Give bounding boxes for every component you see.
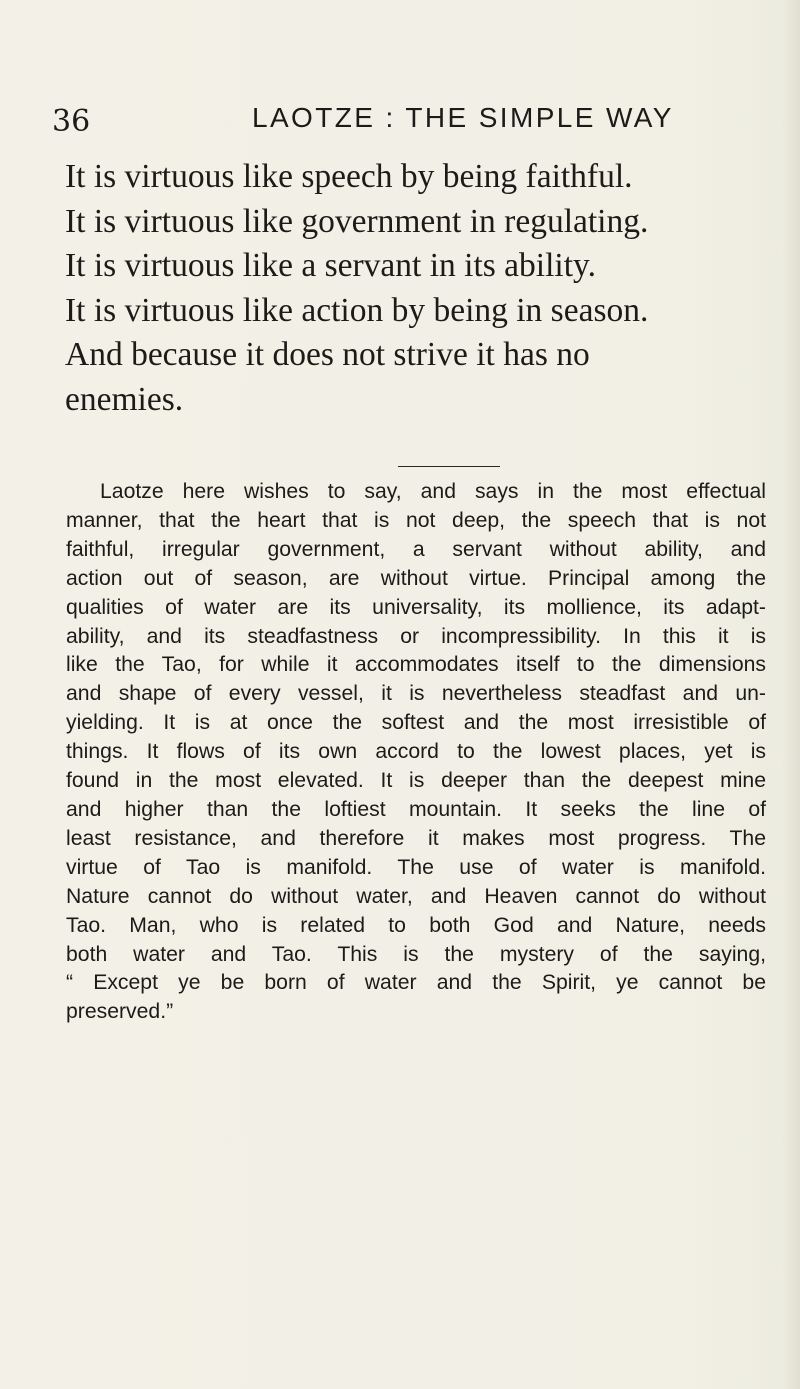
commentary-line: manner, that the heart that is not deep, the speech that is not <box>66 508 766 532</box>
commentary-line: Tao. Man, who is related to both God and Nature, needs <box>66 913 766 937</box>
commentary-line: virtue of Tao is manifold. The use of water is manifold. <box>66 855 766 879</box>
commentary-line: “ Except ye be born of water and the Spirit, ye cannot be <box>66 971 766 995</box>
commentary-line: yielding. It is at once the softest and the most irresistible of <box>66 711 766 735</box>
commentary-line: like the Tao, for while it accommodates itself to the dimensions <box>66 653 766 677</box>
verse-line: It is virtuous like speech by being faithful. <box>65 158 633 195</box>
verse-line: It is virtuous like a servant in its ability. <box>65 247 596 284</box>
verse-line: It is virtuous like action by being in season. <box>65 291 649 329</box>
verse-line: enemies. <box>65 380 184 418</box>
commentary-line: qualities of water are its universality, its mollience, its adapt- <box>66 595 766 619</box>
verse-line: It is virtuous like government in regulating. <box>65 202 649 240</box>
verse-block <box>65 155 755 422</box>
commentary-line: and higher than the loftiest mountain. It seeks the line of <box>66 797 766 821</box>
commentary-line: least resistance, and therefore it makes most progress. The <box>66 826 766 850</box>
commentary-line: Laotze here wishes to say, and says in the most effectual <box>100 480 766 503</box>
commentary-line: both water and Tao. This is the mystery of the saying, <box>66 942 766 966</box>
commentary-line: and shape of every vessel, it is nevertheless steadfast and un- <box>66 682 766 706</box>
running-head: LAOTZE : THE SIMPLE WAY <box>252 102 674 133</box>
commentary-line: ability, and its steadfastness or incompressibility. In this it is <box>66 624 766 648</box>
commentary-line: preserved.” <box>66 1000 174 1024</box>
commentary-line: Nature cannot do without water, and Heaven cannot do without <box>66 884 766 908</box>
page-edge-shadow <box>782 0 800 1389</box>
commentary-line: faithful, irregular government, a servant without ability, and <box>66 537 766 561</box>
commentary-paragraph <box>66 478 766 1027</box>
page-number: 36 <box>52 104 91 139</box>
commentary-line: found in the most elevated. It is deeper than the deepest mine <box>66 769 766 793</box>
commentary-line: action out of season, are without virtue. Principal among the <box>66 566 766 590</box>
verse-line: And because it does not strive it has no <box>65 336 590 373</box>
section-divider <box>398 466 500 467</box>
commentary-line: things. It flows of its own accord to the lowest places, yet is <box>66 740 766 764</box>
